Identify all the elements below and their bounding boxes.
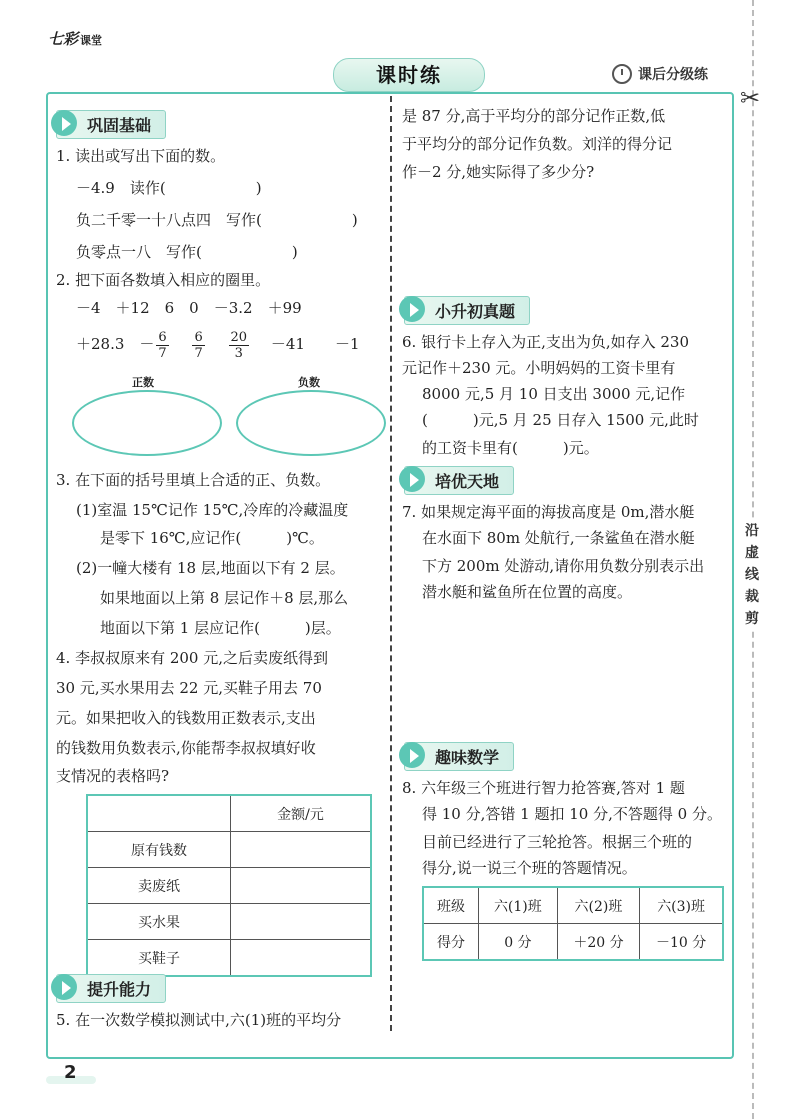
- table-row-label: 卖废纸: [87, 868, 231, 904]
- q7-l1: 7. 如果规定海平面的海拔高度是 0m,潜水艇: [402, 503, 695, 521]
- q2-title: 2. 把下面各数填入相应的圈里。: [56, 271, 271, 289]
- q4-table: [86, 794, 372, 977]
- q7-l3: 下方 200m 处游动,请你用负数分别表示出: [422, 557, 705, 575]
- q6-l4: ( )元,5 月 25 日存入 1500 元,此时: [422, 411, 699, 429]
- answer-cell[interactable]: [231, 904, 372, 940]
- table-cell: 0 分: [479, 924, 558, 961]
- table-header: 六(2)班: [557, 887, 639, 924]
- q5-l2: 是 87 分,高于平均分的部分记作正数,低: [402, 107, 666, 125]
- q3-p1b: 是零下 16℃,应记作( )℃。: [100, 529, 324, 547]
- q3-p2a: (2)一幢大楼有 18 层,地面以下有 2 层。: [76, 559, 345, 577]
- q4-l4: 的钱数用负数表示,你能帮李叔叔填好收: [56, 739, 316, 757]
- q8-l1: 8. 六年级三个班进行智力抢答赛,答对 1 题: [402, 779, 685, 797]
- table-row-label: 买水果: [87, 904, 231, 940]
- q1-a: －4.9 读作( ): [76, 179, 262, 197]
- q5-l3: 于平均分的部分记作负数。刘洋的得分记: [402, 135, 673, 153]
- q1-title: 1. 读出或写出下面的数。: [56, 147, 226, 165]
- fraction: $\frac{6}{7}$: [158, 329, 167, 361]
- scissors-icon: ✂: [740, 84, 761, 112]
- positive-circle[interactable]: [72, 390, 222, 456]
- q2-row1: －4 ＋12 6 0 －3.2 ＋99: [76, 299, 302, 317]
- table-header: 金额/元: [231, 795, 372, 832]
- q8-table: [422, 886, 724, 961]
- section-improve: 提升能力: [56, 976, 166, 1000]
- table-cell: 得分: [423, 924, 479, 961]
- table-row-label: 买鞋子: [87, 940, 231, 977]
- section-fun: 趣味数学: [404, 744, 514, 768]
- negative-label: 负数: [298, 376, 320, 389]
- q3-title: 3. 在下面的括号里填上合适的正、负数。: [56, 471, 331, 489]
- answer-cell[interactable]: [231, 868, 372, 904]
- q5-l4: 作－2 分,她实际得了多少分?: [402, 163, 595, 181]
- q8-l3: 目前已经进行了三轮抢答。根据三个班的: [422, 833, 693, 851]
- q7-l4: 潜水艇和鲨鱼所在位置的高度。: [422, 583, 633, 601]
- alarm-clock-icon: [612, 64, 632, 84]
- page-title: 课时练: [333, 58, 485, 92]
- q4-l5: 支情况的表格吗?: [56, 767, 170, 785]
- answer-cell[interactable]: [231, 832, 372, 868]
- table-cell: －10 分: [640, 924, 723, 961]
- section-exam: 小升初真题: [404, 298, 530, 322]
- q4-l3: 元。如果把收入的钱数用正数表示,支出: [56, 709, 316, 727]
- q6-l5: 的工资卡里有( )元。: [422, 439, 599, 457]
- section-basic: 巩固基础: [56, 112, 166, 136]
- table-header: 六(3)班: [640, 887, 723, 924]
- q3-p2c: 地面以下第 1 层应记作( )层。: [100, 619, 341, 637]
- column-divider: [390, 96, 392, 1031]
- table-cell: [87, 795, 231, 832]
- table-header: 班级: [423, 887, 479, 924]
- answer-cell[interactable]: [231, 940, 372, 977]
- q4-l2: 30 元,买水果用去 22 元,买鞋子用去 70: [56, 679, 322, 697]
- header-subtitle: 课后分级练: [612, 64, 708, 84]
- page-number: 2: [64, 1062, 77, 1083]
- q3-p1a: (1)室温 15℃记作 15℃,冷库的冷藏温度: [76, 501, 349, 519]
- q6-l1: 6. 银行卡上存入为正,支出为负,如存入 230: [402, 333, 690, 351]
- q8-l2: 得 10 分,答错 1 题扣 10 分,不答题得 0 分。: [422, 805, 722, 823]
- q4-l1: 4. 李叔叔原来有 200 元,之后卖废纸得到: [56, 649, 329, 667]
- q6-l2: 元记作＋230 元。小明妈妈的工资卡里有: [402, 359, 676, 377]
- fraction: $\frac{6}{7}$: [194, 329, 203, 361]
- q1-b: 负二千零一十八点四 写作( ): [76, 211, 358, 229]
- table-header: 六(1)班: [479, 887, 558, 924]
- q5-l1: 5. 在一次数学模拟测试中,六(1)班的平均分: [56, 1011, 342, 1029]
- q2-row2: ＋28.3 － $\frac{6}{7}$ $\frac{6}{7}$ $\frac{20}{3}$ －41 －1: [76, 329, 360, 361]
- cut-label: 沿虚线裁剪: [741, 520, 763, 630]
- q7-l2: 在水面下 80m 处航行,一条鲨鱼在潜水艇: [422, 529, 695, 547]
- brand-logo: 七彩 课堂: [48, 30, 103, 48]
- positive-label: 正数: [132, 376, 154, 389]
- q3-p2b: 如果地面以上第 8 层记作＋8 层,那么: [100, 589, 349, 607]
- q8-l4: 得分,说一说三个班的答题情况。: [422, 859, 637, 877]
- q1-c: 负零点一八 写作( ): [76, 243, 298, 261]
- fraction: $\frac{20}{3}$: [230, 329, 248, 361]
- table-row-label: 原有钱数: [87, 832, 231, 868]
- negative-circle[interactable]: [236, 390, 386, 456]
- section-advanced: 培优天地: [404, 468, 514, 492]
- table-cell: ＋20 分: [557, 924, 639, 961]
- q6-l3: 8000 元,5 月 10 日支出 3000 元,记作: [422, 385, 686, 403]
